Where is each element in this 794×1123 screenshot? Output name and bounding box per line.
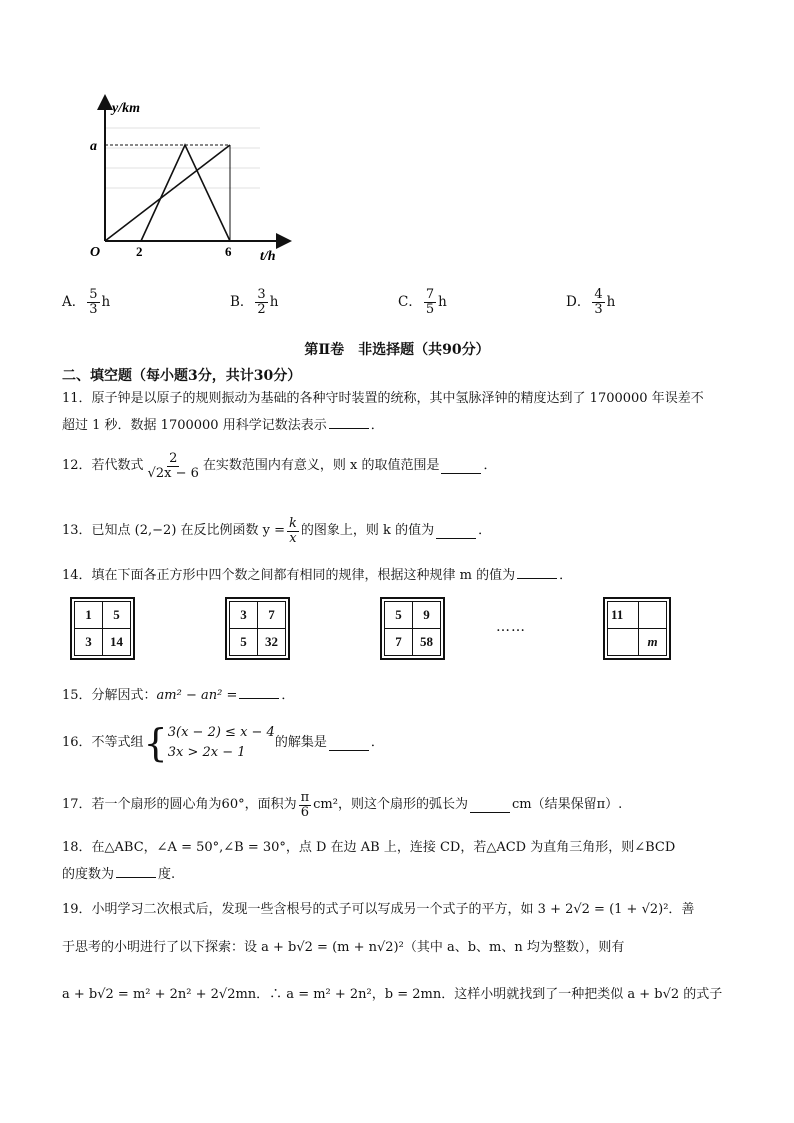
q12-answer-blank[interactable] [441, 459, 481, 474]
y-axis-label: y/km [112, 101, 140, 116]
q11-line1: 11．原子钟是以原子的规则振动为基础的各种守时装置的统称，其中氢脉泽钟的精度达到了 1700000 年误差不 [62, 391, 704, 406]
square-4: 11 m [603, 597, 671, 660]
q17: 17．若一个扇形的圆心角为60°，面积为 $\frac{\pi}{6}$ cm²，则这个扇形的弧长为 cm（结果保留π）. [62, 789, 623, 820]
q13: 13．已知点 (2,−2) 在反比例函数 y = $\frac{k}{x}$ 的图象上，则 k 的值为 ． [62, 515, 492, 546]
system-brace: { [143, 721, 168, 765]
q11-line2: 超过 1 秒．数据 1700000 用科学记数法表示 ． [62, 414, 384, 436]
x-axis-label: t/h [260, 249, 276, 264]
q17-answer-blank[interactable] [470, 798, 510, 813]
q18-answer-blank[interactable] [116, 863, 156, 878]
q18-line1: 18．在△ABC，∠A = 50°,∠B = 30°，点 D 在边 AB 上，连接 CD，若△ACD 为直角三角形，则∠BCD [62, 840, 676, 855]
q18-line2: 的度数为 度. [62, 863, 175, 885]
q15: 15．分解因式：am² − an² = ． [62, 684, 294, 706]
q16-answer-blank[interactable] [329, 736, 369, 751]
q16: 16．不等式组 { 3(x − 2) ≤ x − 4 3x > 2x − 1 的解集是 ． [62, 721, 384, 765]
square-3: 5 9 7 58 [380, 597, 445, 660]
q14-answer-blank[interactable] [517, 564, 557, 579]
option-d[interactable]: D． $\frac{4}{3}$ h [566, 287, 616, 317]
line-peak [141, 145, 230, 241]
option-b[interactable]: B． $\frac{3}{2}$ h [230, 287, 279, 317]
q15-answer-blank[interactable] [239, 684, 279, 699]
x-tick-2: 2 [136, 244, 143, 259]
q13-answer-blank[interactable] [436, 524, 476, 539]
q10-options [62, 286, 742, 326]
part2-heading: 二、填空题（每小题3分，共计30分） [62, 368, 302, 384]
option-a[interactable]: A． $\frac{5}{3}$ h [62, 287, 111, 317]
q19-line3: a + b√2 = m² + 2n² + 2√2mn．∴ a = m² + 2n²，b = 2mn．这样小明就找到了一种把类似 a + b√2 的式子 [62, 987, 723, 1002]
dots: …… [496, 619, 526, 635]
q19-line1: 19．小明学习二次根式后，发现一些含根号的式子可以写成另一个式子的平方，如 3 + 2√2 = (1 + √2)²．善 [62, 902, 695, 917]
q19-line2: 于思考的小明进行了以下探索：设 a + b√2 = (m + n√2)²（其中 a、b、m、n 均为整数），则有 [62, 940, 625, 955]
section-title: 第Ⅱ卷 非选择题（共90分） [304, 342, 490, 358]
origin-label: O [90, 245, 101, 260]
square-2: 3 7 5 32 [225, 597, 290, 660]
distance-time-graph [60, 88, 300, 268]
q11-answer-blank[interactable] [329, 414, 369, 429]
line-from-origin [105, 145, 230, 241]
x-tick-6: 6 [225, 244, 232, 259]
square-1: 1 5 3 14 [70, 597, 135, 660]
q14: 14．填在下面各正方形中四个数之间都有相同的规律，根据这种规律 m 的值为 ． [62, 564, 572, 586]
y-tick-a: a [90, 139, 97, 154]
q12: 12．若代数式 $\frac{2}{√2x - 6}$ 在实数范围内有意义，则 x 的取值范围是 ． [62, 450, 497, 481]
option-c[interactable]: C． $\frac{7}{5}$ h [398, 287, 447, 317]
